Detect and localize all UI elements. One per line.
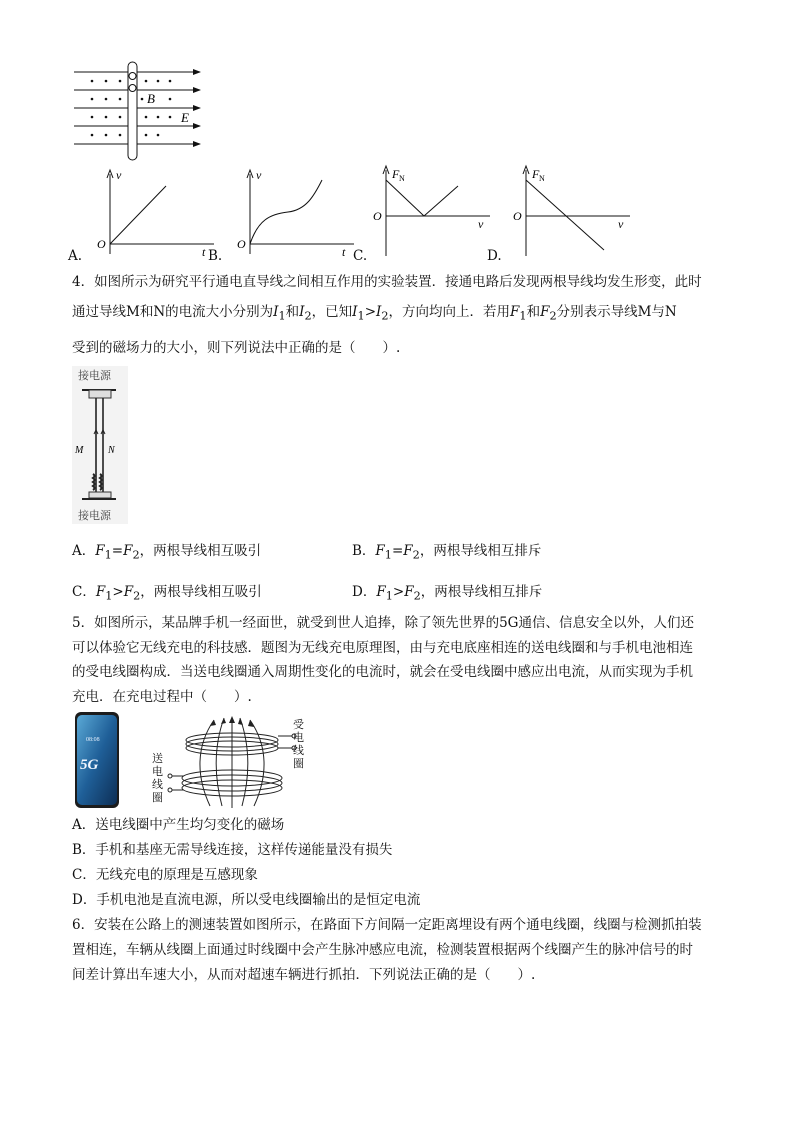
graph-c-origin: O <box>373 209 382 223</box>
q5-option-d: D．手机电池是直流电源，所以受电线圈输出的是恒定电流 <box>72 892 421 908</box>
graph-a-choice: A. <box>68 248 83 264</box>
q5-line4: 充电．在充电过程中（ ）. <box>72 689 252 705</box>
q4-fig-bottom: 接电源 <box>78 510 111 522</box>
graph-c-ysub: N <box>399 174 405 183</box>
q4-apparatus-figure <box>72 366 128 524</box>
graph-d-ylabel: F <box>532 167 540 181</box>
q4-line2-b: ，已知 <box>311 304 353 320</box>
q6-line2: 置相连，车辆从线圈上面通过时线圈中会产生脉冲感应电流，检测装置根据两个线圈产生的脉冲信号的时 <box>72 942 693 958</box>
graph-c <box>368 162 498 260</box>
q4-line2-d: 分别表示导线M与N <box>556 304 677 320</box>
graph-d-origin: O <box>513 209 522 223</box>
q5-line1: 5．如图所示，某品牌手机一经面世，就受到世人追捧，除了领先世界的5G通信、信息安全以外，人们还 <box>72 615 694 631</box>
q4-fig-n: N <box>108 445 115 456</box>
graph-c-choice: C. <box>353 248 368 264</box>
q5-line3: 的受电线圈构成．当送电线圈通入周期性变化的电流时，就会在受电线圈中感应出电流，从而实现为手机 <box>72 664 693 680</box>
graph-b-ylabel: v <box>256 168 262 182</box>
q6-line3: 间差计算出车速大小，从而对超速车辆进行抓拍．下列说法正确的是（ ）. <box>72 967 536 983</box>
send-coil-label: 送 电 线 圈 <box>152 752 163 804</box>
phone-badge: 5G <box>80 757 99 773</box>
field-e-label: E <box>181 110 189 125</box>
graph-b-xlabel: t <box>342 245 346 259</box>
q5-option-b: B．手机和基座无需导线连接，这样传递能量没有损失 <box>72 842 393 858</box>
graph-c-ylabel: F <box>392 167 400 181</box>
graph-a <box>88 168 218 260</box>
phone-image <box>74 711 120 809</box>
q6-line1: 6．安装在公路上的测速装置如图所示，在路面下方间隔一定距离埋设有两个通电线圈，线圈与检测抓拍装 <box>72 917 702 933</box>
recv-coil-label: 受 电 线 圈 <box>293 718 304 770</box>
q4-line2-a: 通过导线M和N的电流大小分别为 <box>72 304 274 320</box>
q5-option-a: A．送电线圈中产生均匀变化的磁场 <box>72 817 285 833</box>
q4-fig-top: 接电源 <box>78 370 111 382</box>
q4-option-b: B．$F_1=F_2$，两根导线相互排斥 <box>352 543 542 562</box>
q4-line3: 受到的磁场力的大小，则下列说法中正确的是（ ）. <box>72 340 401 356</box>
field-figure <box>68 60 208 164</box>
q5-line2: 可以体验它无线充电的科技感．题图为无线充电原理图，由与充电底座相连的送电线圈和与手机电池相连 <box>72 640 693 656</box>
q4-line2: 通过导线M和N的电流大小分别为$I_1$和$I_2$，已知$I_1>I_2$，方向均向上．若用$F_1$和$F_2$分别表示导线M与N <box>72 304 677 323</box>
graph-b-origin: O <box>237 237 246 251</box>
q4-option-d: D．$F_1>F_2$，两根导线相互排斥 <box>352 584 543 603</box>
q4-option-a: A．$F_1=F_2$，两根导线相互吸引 <box>72 543 262 562</box>
graph-d-xlabel: v <box>618 217 624 231</box>
field-b-label: B <box>147 91 155 106</box>
graph-a-ylabel: v <box>116 168 122 182</box>
graph-d-choice: D. <box>487 248 502 264</box>
q4-line2-c: ，方向均向上．若用 <box>388 304 511 320</box>
graph-b-choice: B. <box>208 248 223 264</box>
q4-option-c: C．$F_1>F_2$，两根导线相互吸引 <box>72 584 262 603</box>
graph-c-xlabel: v <box>478 217 484 231</box>
graph-a-origin: O <box>97 237 106 251</box>
q5-option-c: C．无线充电的原理是互感现象 <box>72 867 258 883</box>
q4-fig-m: M <box>75 445 84 456</box>
graph-a-xlabel: t <box>202 245 206 259</box>
q4-line1: 4．如图所示为研究平行通电直导线之间相互作用的实验装置．接通电路后发现两根导线均发生形变，此时 <box>72 274 702 290</box>
coil-diagram <box>150 716 310 812</box>
graph-b <box>228 168 358 260</box>
graph-d-ysub: N <box>539 174 545 183</box>
graph-d <box>508 162 638 260</box>
phone-time: 08:08 <box>86 737 100 743</box>
